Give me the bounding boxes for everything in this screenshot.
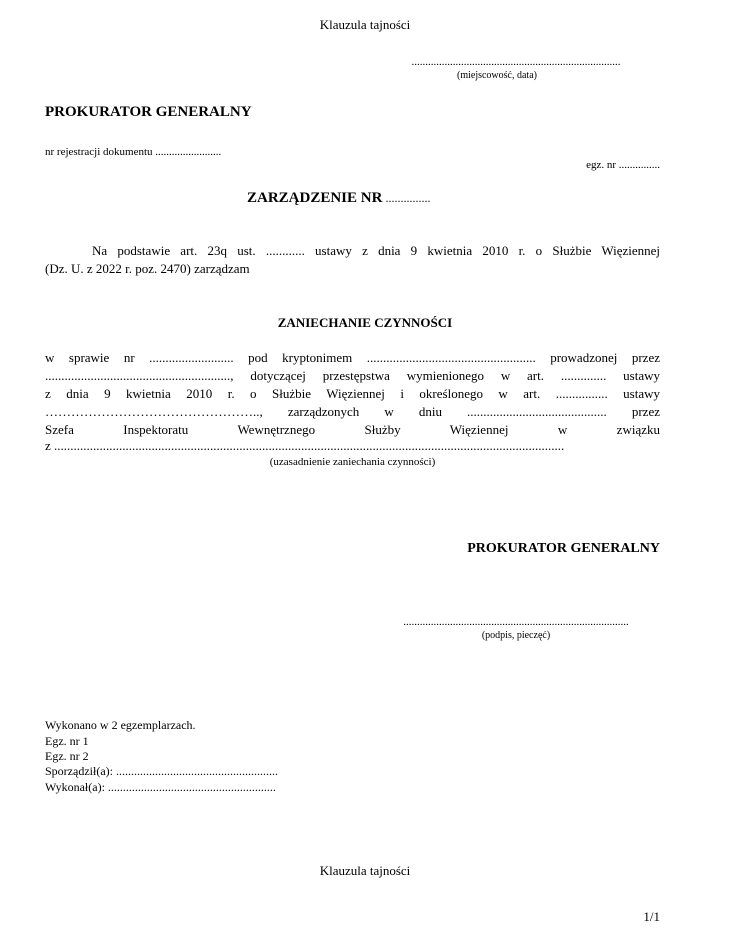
- page-number: 1/1: [643, 909, 660, 924]
- copy-1-note: Egz. nr 1: [45, 734, 89, 748]
- order-title-label: ZARZĄDZENIE NR: [247, 190, 383, 206]
- header-classification: Klauzula tajności: [319, 17, 411, 32]
- body-line-6: z .............................................................................................................................................................: [45, 438, 565, 453]
- signatory-title: PROKURATOR GENERALNY: [467, 541, 660, 556]
- legal-basis-line-2: (Dz. U. z 2022 r. poz. 2470) zarządzam: [45, 261, 250, 276]
- body-line-4: ………………………………………….., zarządzonych w dniu ........................................... przez: [45, 404, 660, 419]
- body-line-2: ........................................................., dotyczącej przestępstwa wymienionego w art. .............. ustawy: [45, 368, 660, 383]
- copy-number: egz. nr ...............: [586, 159, 660, 171]
- prepared-by: Sporządził(a): ......................................................: [45, 764, 278, 778]
- place-date-caption: (miejscowość, data): [457, 70, 537, 81]
- section-title: ZANIECHANIE CZYNNOŚCI: [277, 315, 453, 330]
- body-line-1: w sprawie nr .......................... pod kryptonimem .................................................... prowadzonej przez: [45, 350, 660, 365]
- signature-caption: (podpis, pieczęć): [481, 630, 551, 641]
- signature-line: ..................................................................................: [403, 616, 629, 628]
- copy-2-note: Egz. nr 2: [45, 749, 89, 763]
- issuer-title: PROKURATOR GENERALNY: [45, 104, 252, 120]
- footer-classification: Klauzula tajności: [319, 863, 411, 878]
- executed-by: Wykonał(a): ........................................................: [45, 780, 276, 794]
- registration-number: nr rejestracji dokumentu ........................: [45, 146, 222, 158]
- body-line-5: Szefa Inspektoratu Wewnętrznego Służby Więziennej w związku: [45, 422, 660, 437]
- legal-basis-line-1: Na podstawie art. 23q ust. ............ ustawy z dnia 9 kwietnia 2010 r. o Służbie Więziennej: [92, 243, 660, 258]
- place-date-line: ............................................................................: [411, 56, 621, 68]
- body-line-3: z dnia 9 kwietnia 2010 r. o Służbie Więziennej i określonego w art. ................ ustawy: [45, 386, 660, 401]
- justification-caption: (uzasadnienie zaniechania czynności): [269, 456, 436, 468]
- order-title-dots: ...............: [382, 191, 431, 205]
- copies-made-note: Wykonano w 2 egzemplarzach.: [45, 718, 196, 732]
- order-title: [247, 190, 430, 207]
